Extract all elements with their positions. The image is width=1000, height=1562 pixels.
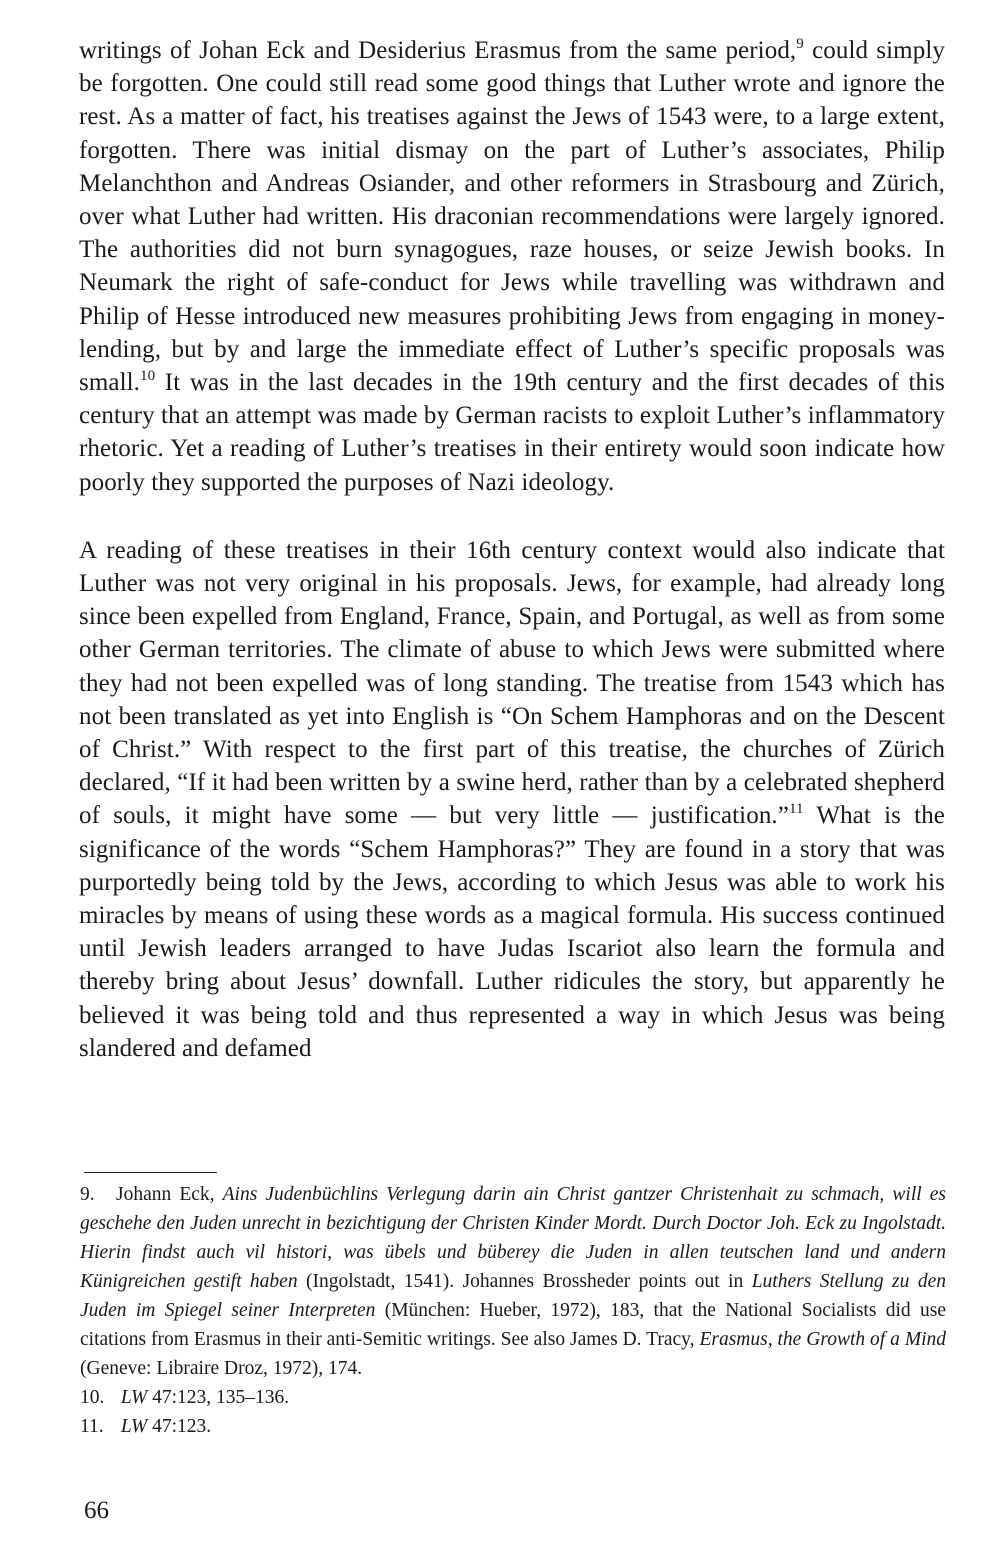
page-number: 66	[84, 1497, 109, 1524]
footnote-abbreviation: LW	[120, 1387, 148, 1408]
footnote-number: 10.	[80, 1387, 105, 1408]
paragraph-1-text-c: It was in the last decades in the 19th century and the first decades of this century that an attempt was made by German racists to exploit Luther’s inflammatory rhetoric. Yet a reading of Luther’s treatises in their entirety would soon indicate how poorly they supported the purposes of Nazi ideology.	[79, 369, 945, 496]
footnote-title: Luthers Stellung zu den Juden im Spiegel seiner Interpreten	[80, 1271, 946, 1321]
footnote-title: Erasmus, the Growth of a Mind	[699, 1329, 946, 1350]
footnote-number: 11.	[80, 1416, 104, 1437]
footnote-title: Ains Judenbüchlins Verlegung darin ain Christ gantzer Christenhait zu schmach, will es geschehe den Juden unrecht in bezichtigung der Christen Kinder Mordt. Durch Doctor Joh. Eck zu Ingolstadt. Hierin findst auch vil histori, was übels und büberey die Juden in allen teutschen land und andern Künigreichen gestift haben	[80, 1184, 946, 1292]
footnote-number: 9.	[80, 1184, 95, 1205]
paragraph-1-text-a: writings of Johan Eck and Desiderius Erasmus from the same period,	[79, 37, 797, 64]
footnote-ref-11: 11	[788, 801, 804, 818]
footnote-10	[80, 1383, 946, 1412]
footnote-text: 47:123.	[147, 1416, 212, 1437]
paragraph-1	[79, 34, 945, 499]
footnotes	[80, 1180, 946, 1441]
footnote-abbreviation: LW	[120, 1416, 148, 1437]
paragraph-2-text-a: A reading of these treatises in their 16th century context would also indicate that Luther was not very original in his proposals. Jews, for example, had already long since been expelled from England, France, Spain, and Portugal, as well as from some other German territories. The climate of abuse to which Jews were submitted where they had not been expelled was of long standing. The treatise from 1543 which has not been translated as yet into English is “On Schem Hamphoras and on the Descent of Christ.” With respect to the first part of this treatise, the churches of Zürich declared, “If it had been written by a swine herd, rather than by a celebrated shepherd of souls, it might have some — but very little — justification.”	[79, 536, 945, 830]
footnote-text: (München: Hueber, 1972), 183, that the National Socialists did use citations from Erasmus in their anti-Semitic writings. See also James D. Tracy,	[80, 1300, 946, 1350]
paragraph-1-text-b: could simply be forgotten. One could still read some good things that Luther wrote and ignore the rest. As a matter of fact, his treatises against the Jews of 1543 were, to a large extent, forgotten. There was initial dismay on the part of Luther’s associates, Philip Melanchthon and Andreas Osiander, and other reformers in Strasbourg and Zürich, over what Luther had written. His draconian recommendations were largely ignored. The authorities did not burn synagogues, raze houses, or seize Jewish books. In Neumark the right of safe-conduct for Jews while travelling was withdrawn and Philip of Hesse introduced new measures prohibiting Jews from engaging in money-lending, but by and large the immediate effect of Luther’s specific proposals was small.	[79, 37, 945, 397]
footnote-text: Johann Eck,	[116, 1184, 223, 1205]
footnote-text: (Geneve: Libraire Droz, 1972), 174.	[80, 1358, 363, 1379]
footnote-9	[80, 1180, 946, 1383]
footnote-text: 47:123, 135–136.	[147, 1387, 290, 1408]
footnote-divider	[84, 1172, 217, 1173]
body-text	[79, 34, 945, 1065]
footnote-ref-9: 9	[796, 36, 804, 52]
footnote-11	[80, 1412, 946, 1441]
paragraph-2	[79, 534, 945, 1065]
paragraph-2-text-b: What is the significance of the words “Schem Hamphoras?” They are found in a story that was purportedly being told by the Jews, according to which Jesus was able to work his miracles by means of using these words as a magical formula. His success continued until Jewish leaders arranged to have Judas Iscariot also learn the formula and thereby bring about Jesus’ downfall. Luther ridicules the story, but apparently he believed it was being told and thus represented a way in which Jesus was being slandered and defamed	[79, 802, 946, 1062]
footnote-text: (Ingolstadt, 1541). Johannes Brossheder points out in	[297, 1271, 752, 1292]
footnote-ref-10: 10	[140, 368, 156, 385]
